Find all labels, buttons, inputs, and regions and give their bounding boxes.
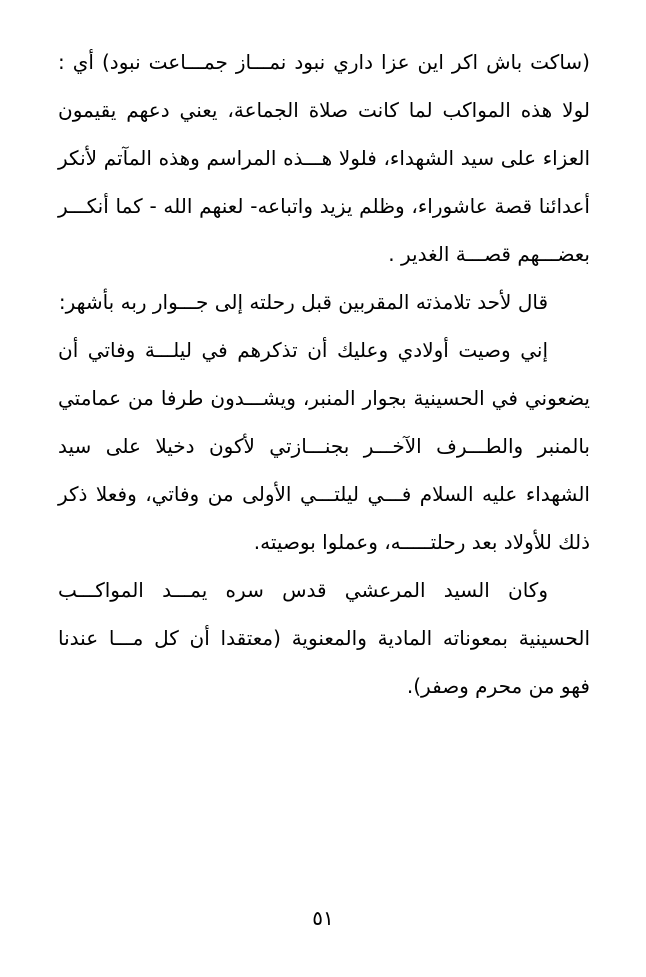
body-text bbox=[58, 38, 590, 710]
paragraph-3: إني وصيت أولادي وعليك أن تذكرهم في ليلـــة وفاتي أن يضعوني في الحسينية بجوار المنبر، ويشـــدون طرفا من عمامتي بالمنبر والطـــرف الآخـــر بجنـــازتي لأكون دخيلا على سيد الشهداء عليه السلام فـــي ليلتـــي الأولى من وفاتي، وفعلا ذكر ذلك للأولاد بعد رحلتـــــه، وعملوا بوصيته. bbox=[58, 338, 590, 554]
page-number: ٥١ bbox=[312, 906, 334, 930]
paragraph-1: (ساكت باش اكر اين عزا داري نبود نمـــاز جمـــاعت نبود) أي : لولا هذه المواكب لما كانت صلاة الجماعة، يعني دعهم يقيمون العزاء على سيد الشهداء، فلولا هـــذه المراسم وهذه المآتم لأنكر أعدائنا قصة عاشوراء، وظلم يزيد واتباعه- لعنهم الله - كما أنكـــر بعضـــهم قصـــة الغدير . bbox=[58, 50, 590, 266]
paragraph-2: قال لأحد تلامذته المقربين قبل رحلته إلى جـــوار ربه بأشهر: bbox=[58, 290, 548, 314]
paragraph-4: وكان السيد المرعشي قدس سره يمـــد المواكـــب الحسينية بمعوناته المادية والمعنوية (معتقدا أن كل مـــا عندنا فهو من محرم وصفر). bbox=[58, 578, 590, 698]
